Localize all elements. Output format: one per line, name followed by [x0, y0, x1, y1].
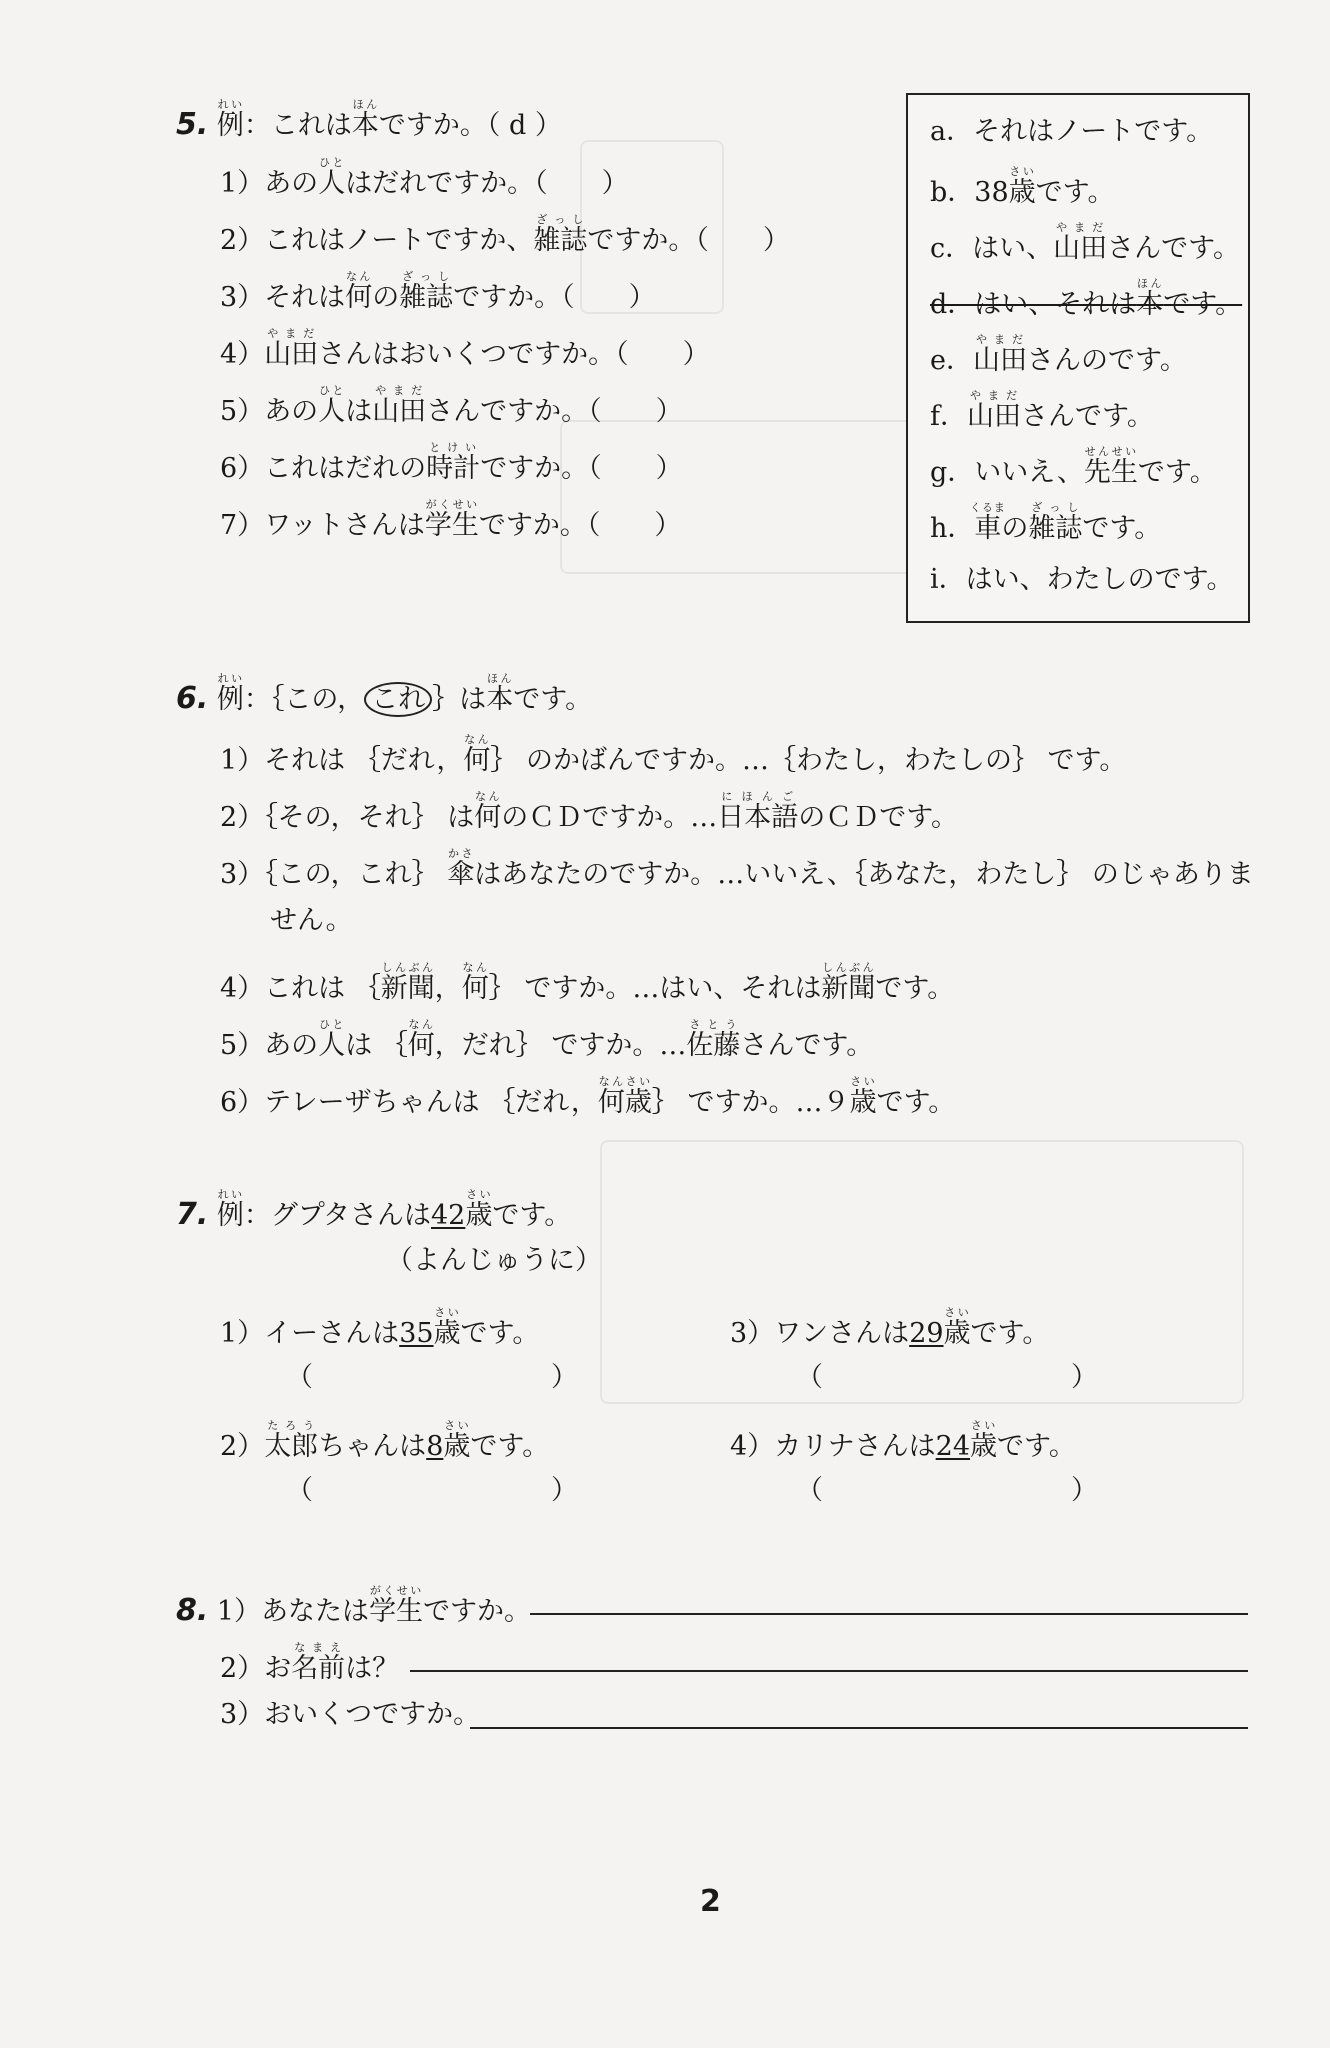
q8-item-3: 3）おいくつですか。 — [220, 1699, 481, 1730]
q7-item-1: 1）イーさんは35歳さいです。 — [220, 1306, 540, 1349]
q5-item-5: 5）あの人ひとは山田やまださんですか。（ ） — [220, 384, 683, 427]
q5-item-6: 6）これはだれの時計とけいですか。（ ） — [220, 441, 683, 484]
q5-item-1: 1）あの人ひとはだれですか。（ ） — [220, 156, 629, 199]
q5-number: 5. — [176, 107, 209, 142]
q7-item-3-paren-open: （ — [796, 1362, 823, 1393]
choice-i: i．はい、わたしのです。 — [930, 564, 1234, 595]
choice-g: g．いいえ、先生せんせいです。 — [930, 445, 1217, 488]
answer-blank[interactable]: さんはおいくつですか。（ ） — [318, 339, 710, 370]
q7-item-4: 4）カリナさんは24歳さいです。 — [730, 1419, 1076, 1462]
q7-item-1-paren-open: （ — [286, 1362, 313, 1393]
q6-example: 6. 例れい：｛この， これ ｝は本ほんです。 — [176, 672, 593, 716]
q7-item-2-paren-close: ） — [551, 1475, 578, 1506]
q5-item-3: 3）それは何なんの雑誌ざっしですか。（ ） — [220, 270, 656, 313]
q5-example-text: ：これは — [243, 110, 352, 141]
q6-item-2: 2）｛その，それ｝ は何なんのＣＤですか。…日本語にほんごのＣＤです。 — [220, 790, 959, 833]
choice-e: e．山田やまださんのです。 — [930, 333, 1187, 376]
q8-answer-line-2[interactable] — [410, 1670, 1248, 1672]
q8-answer-line-1[interactable] — [530, 1613, 1248, 1615]
q6-item-1: 1）それは ｛だれ，何なん｝ のかばんですか。…｛わたし，わたしの｝ です。 — [220, 733, 1127, 776]
q5-example — [176, 98, 562, 143]
answer-blank[interactable]: さんですか。（ ） — [426, 396, 683, 427]
q6-item-6: 6）テレーザちゃんは ｛だれ，何歳なんさい｝ ですか。…９歳さいです。 — [220, 1075, 956, 1118]
choice-pair[interactable]: ｛その，それ｝ は — [264, 802, 475, 833]
q6-item-3-cont: せん。 — [270, 905, 353, 936]
answer-blank[interactable]: ですか。（ ） — [480, 453, 683, 484]
q5-item-2: 2）これはノートですか、雑誌ざっしですか。（ ） — [220, 213, 790, 256]
q7-item-4-paren-close: ） — [1071, 1475, 1098, 1506]
choice-h: h．車くるまの雑誌ざっしです。 — [930, 501, 1162, 544]
q7-item-3: 3）ワンさんは29歳さいです。 — [730, 1306, 1050, 1349]
q7-example: 7. 例れい：グプタさんは42歳さいです。 — [176, 1188, 572, 1232]
q6-item-5: 5）あの人ひとは ｛何なん，だれ｝ ですか。…佐藤さとうさんです。 — [220, 1018, 874, 1061]
choice-pair[interactable]: それは ｛だれ， — [264, 745, 464, 776]
circled-answer: これ — [364, 682, 432, 717]
q7-item-1-answer-field[interactable] — [286, 1361, 591, 1395]
answer-blank[interactable]: ですか。（ ） — [478, 510, 682, 541]
q6-item-4: 4）これは ｛新聞しんぶん，何なん｝ ですか。…はい、それは新聞しんぶんです。 — [220, 961, 955, 1004]
q8-number: 8. — [176, 1593, 209, 1628]
q7-item-4-paren-open: （ — [796, 1475, 823, 1506]
q7-item-3-answer-field[interactable] — [796, 1361, 1101, 1395]
page-number: 2 — [700, 1884, 721, 1919]
hon-kanji: 本ほん — [351, 98, 379, 141]
q5-item-4: 4）山田やまださんはおいくつですか。（ ） — [220, 327, 710, 370]
answer-blank[interactable]: ですか。（ ） — [587, 225, 790, 256]
answer-choices-box — [906, 93, 1250, 623]
q7-item-4-answer-field[interactable] — [796, 1474, 1101, 1508]
q7-number: 7. — [176, 1197, 209, 1232]
choice-b: b．38歳さいです。 — [930, 165, 1115, 208]
q8-item-2: 2）お名前なまえは？ — [220, 1641, 400, 1684]
rei-kanji: 例れい — [216, 98, 244, 141]
q6-number: 6. — [176, 681, 209, 716]
answer-blank[interactable]: はだれですか。（ ） — [345, 168, 629, 199]
q7-item-2-answer-field[interactable] — [286, 1474, 591, 1508]
q7-item-2-paren-open: （ — [286, 1475, 313, 1506]
choice-f: f．山田やまださんです。 — [930, 389, 1154, 432]
q7-item-3-paren-close: ） — [1071, 1362, 1098, 1393]
q7-item-2: 2）太郎たろうちゃんは8歳さいです。 — [220, 1419, 550, 1462]
q6-item-3: 3）｛この，これ｝ 傘かさはあなたのですか。…いいえ、｛あなた，わたし｝ のじゃありま — [220, 847, 1254, 890]
q5-item-7: 7）ワットさんは学生がくせいですか。（ ） — [220, 498, 682, 541]
q8-item-1: 8. 1）あなたは学生がくせいですか。 — [176, 1584, 532, 1628]
q5-example-answer: ですか。（ d ） — [378, 110, 562, 141]
choice-a: a．それはノートです。 — [930, 116, 1214, 147]
choice-c: c．はい、山田やまださんです。 — [930, 221, 1240, 264]
q7-item-1-paren-close: ） — [551, 1362, 578, 1393]
q8-answer-line-3[interactable] — [470, 1727, 1248, 1729]
choice-d-struck: d．はい、それは本ほんです。 — [930, 277, 1243, 320]
q7-example-reading: （よんじゅうに） — [386, 1245, 602, 1276]
answer-blank[interactable]: ですか。（ ） — [453, 282, 656, 313]
choice-pair[interactable]: ｛この，これ｝ — [264, 859, 448, 890]
